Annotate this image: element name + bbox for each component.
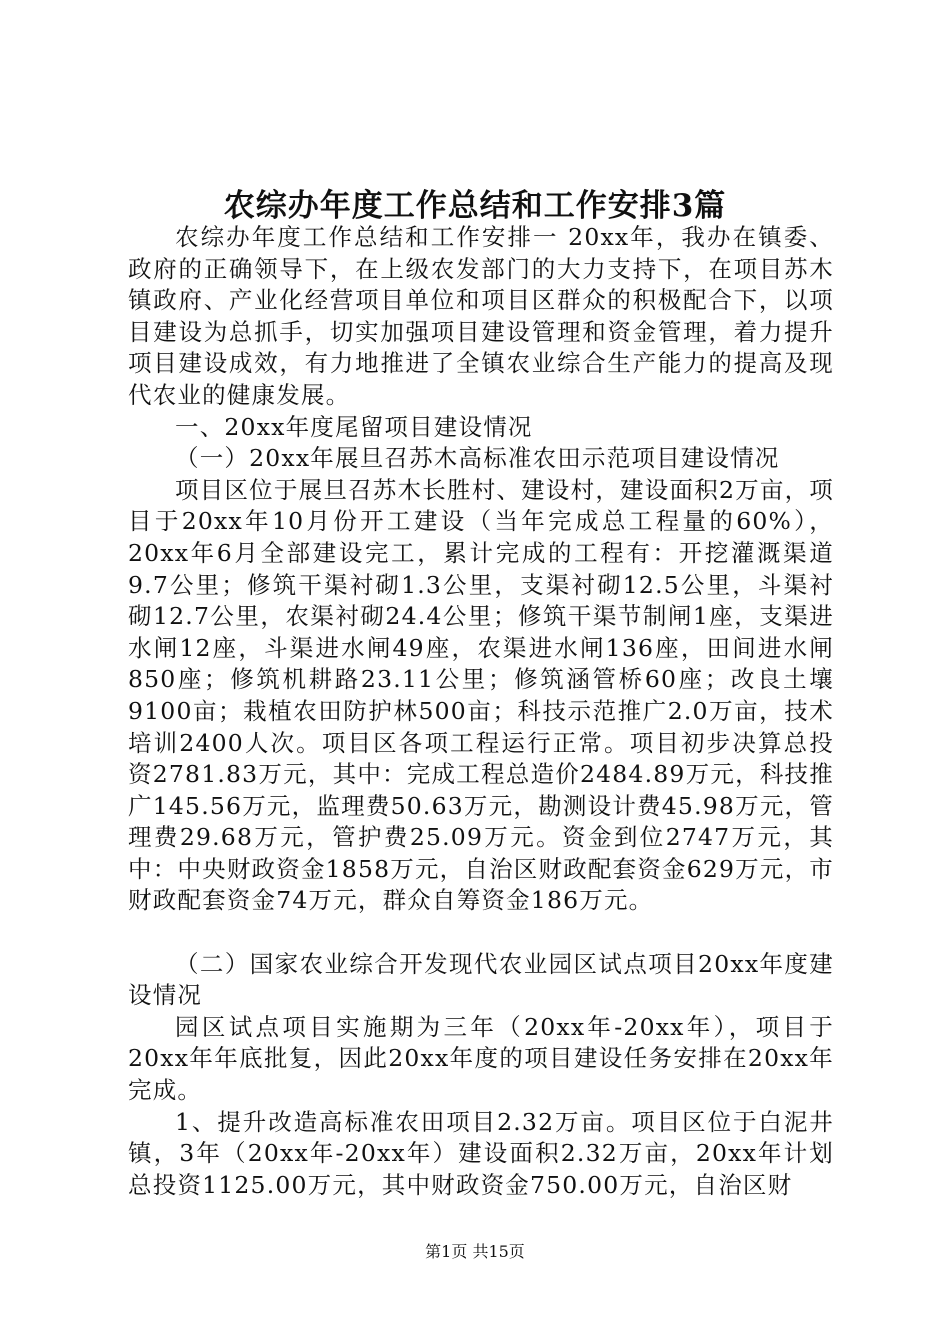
subsection-heading-2: （二）国家农业综合开发现代农业园区试点项目20xx年度建设情况 — [128, 949, 834, 1010]
paragraph-intro: 农综办年度工作总结和工作安排一 20xx年，我办在镇委、政府的正确领导下，在上级农发部门的大力支持下，在项目苏木镇政府、产业化经营项目单位和项目区群众的积极配合下，以项目建设为总抓手，切实加强项目建设管理和资金管理，着力提升项目建设成效，有力地推进了全镇农业综合生产能力的提高及现代农业的健康发展。 — [128, 223, 834, 409]
section-heading-1: 一、20xx年度尾留项目建设情况 — [175, 412, 533, 441]
document-body — [128, 222, 834, 1201]
subsection-heading-1: （一）20xx年展旦召苏木高标准农田示范项目建设情况 — [175, 444, 780, 473]
paragraph-project-1: 项目区位于展旦召苏木长胜村、建设村，建设面积2万亩，项目于20xx年10月份开工建设（当年完成总工程量的60%），20xx年6月全部建设完工，累计完成的工程有：开挖灌溉渠道9.7公里；修筑干渠衬砌1.3公里，支渠衬砌12.5公里，斗渠衬砌12.7公里，农渠衬砌24.4公里；修筑干渠节制闸1座，支渠进水闸12座，斗渠进水闸49座，农渠进水闸136座，田间进水闸850座；修筑机耕路23.11公里；修筑涵管桥60座；改良土壤9100亩；栽植农田防护林500亩；科技示范推广2.0万亩，技术培训2400人次。项目区各项工程运行正常。项目初步决算总投资2781.83万元，其中：完成工程总造价2484.89万元，科技推广145.56万元，监理费50.63万元，勘测设计费45.98万元，管理费29.68万元，管护费25.09万元。资金到位2747万元，其中：中央财政资金1858万元，自治区财政配套资金629万元，市财政配套资金74万元，群众自筹资金186万元。 — [128, 475, 834, 915]
document-title: 农综办年度工作总结和工作安排3篇 — [223, 188, 727, 224]
paragraph-project-2: 园区试点项目实施期为三年（20xx年-20xx年），项目于20xx年年底批复，因此20xx年度的项目建设任务安排在20xx年完成。 — [128, 1012, 834, 1105]
paragraph-gap — [128, 917, 834, 949]
paragraph-item-1: 1、提升改造高标准农田项目2.32万亩。项目区位于白泥井镇，3年（20xx年-20xx年）建设面积2.32万亩，20xx年计划总投资1125.00万元，其中财政资金750.00万元，自治区财 — [128, 1107, 834, 1199]
page-footer: 第1页 共15页 — [425, 1242, 525, 1261]
